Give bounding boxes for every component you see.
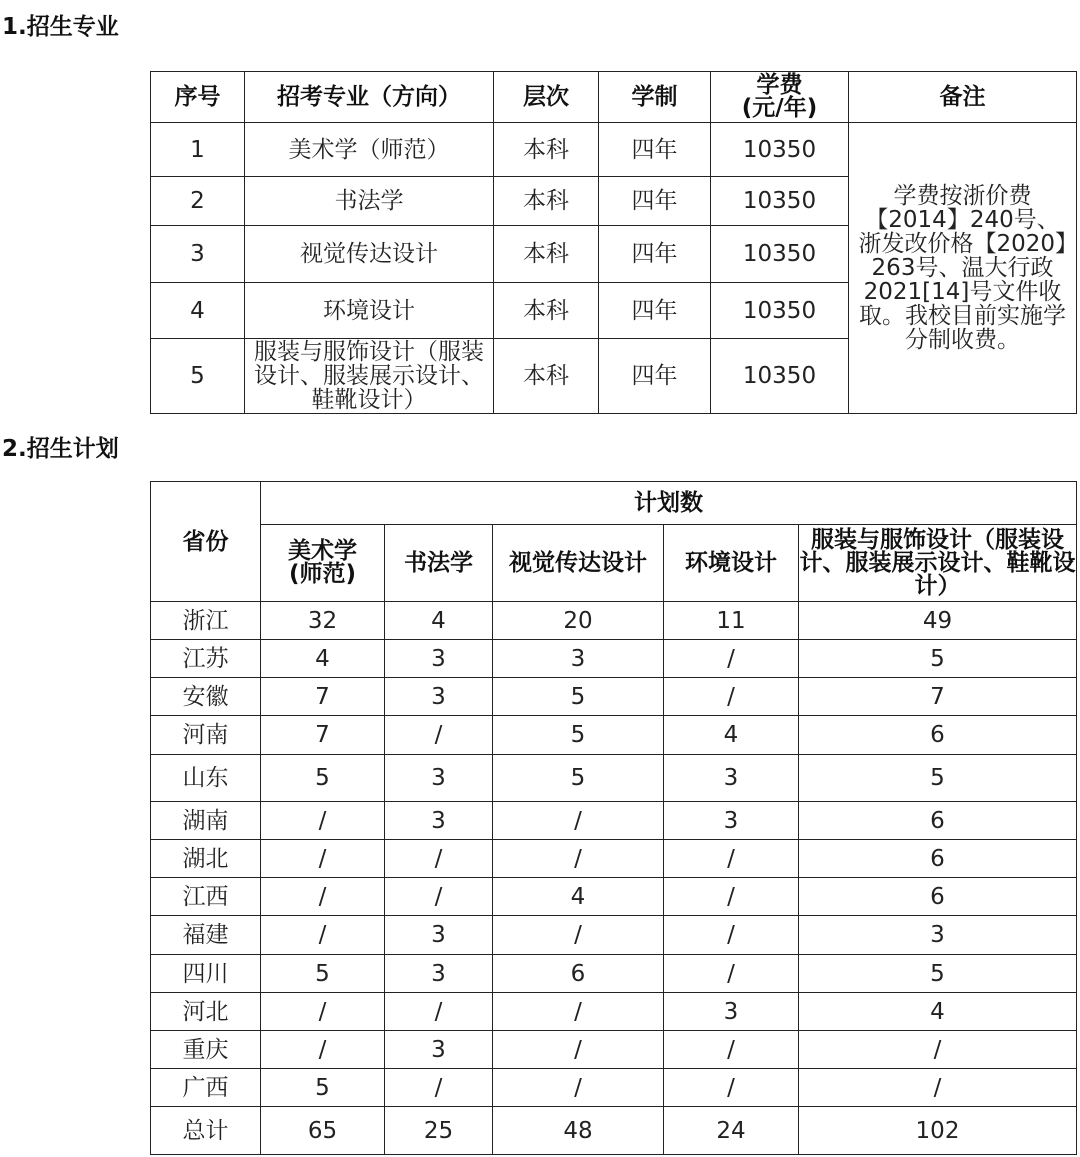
table-row xyxy=(151,1031,1077,1069)
row-index: 3 xyxy=(151,226,245,283)
row-index: 4 xyxy=(151,283,245,339)
table-row xyxy=(151,955,1077,993)
row-major: 服装与服饰设计（服装设计、服装展示设计、鞋靴设计） xyxy=(245,339,494,414)
cell-visual: 5 xyxy=(493,755,664,802)
col-note-header: 备注 xyxy=(849,72,1077,123)
cell-fashion: 7 xyxy=(799,678,1077,716)
cell-province: 山东 xyxy=(151,755,261,802)
table-row xyxy=(151,878,1077,916)
cell-visual: / xyxy=(493,993,664,1031)
art-header-line2: (师范) xyxy=(288,561,357,587)
table-row xyxy=(151,755,1077,802)
row-index: 2 xyxy=(151,177,245,226)
row-fee: 10350 xyxy=(711,226,849,283)
row-level: 本科 xyxy=(494,339,599,414)
cell-calligraphy: / xyxy=(385,878,493,916)
cell-environment: 4 xyxy=(664,716,799,755)
col-visual-header: 视觉传达设计 xyxy=(493,525,664,602)
cell-art: / xyxy=(261,916,385,955)
row-major: 环境设计 xyxy=(245,283,494,339)
cell-fashion: 6 xyxy=(799,802,1077,840)
cell-calligraphy: / xyxy=(385,993,493,1031)
cell-calligraphy: 3 xyxy=(385,678,493,716)
col-fashion-header: 服装与服饰设计（服装设计、服装展示设计、鞋靴设计） xyxy=(799,525,1077,602)
plan-body xyxy=(151,602,1077,1155)
cell-visual: / xyxy=(493,802,664,840)
cell-calligraphy: 3 xyxy=(385,1031,493,1069)
fee-note: 学费按浙价费【2014】240号、浙发改价格【2020】263号、温大行政2021[14]号文件收取。我校目前实施学分制收费。 xyxy=(849,123,1077,414)
cell-visual: / xyxy=(493,840,664,878)
cell-fashion: / xyxy=(799,1069,1077,1107)
row-fee: 10350 xyxy=(711,283,849,339)
table-row xyxy=(151,802,1077,840)
fee-header-line2: (元/年) xyxy=(741,95,818,121)
cell-province: 四川 xyxy=(151,955,261,993)
cell-province: 安徽 xyxy=(151,678,261,716)
majors-table xyxy=(150,71,1077,414)
cell-province: 湖北 xyxy=(151,840,261,878)
cell-fashion: 6 xyxy=(799,716,1077,755)
cell-visual: 4 xyxy=(493,878,664,916)
cell-environment: 3 xyxy=(664,993,799,1031)
row-fee: 10350 xyxy=(711,123,849,177)
cell-fashion: 102 xyxy=(799,1107,1077,1155)
cell-visual: 20 xyxy=(493,602,664,640)
plan-header-row xyxy=(151,482,1077,525)
cell-fashion: 5 xyxy=(799,640,1077,678)
cell-environment: / xyxy=(664,955,799,993)
cell-calligraphy: 3 xyxy=(385,916,493,955)
row-duration: 四年 xyxy=(599,283,711,339)
cell-art: / xyxy=(261,840,385,878)
cell-province: 河北 xyxy=(151,993,261,1031)
cell-calligraphy: / xyxy=(385,1069,493,1107)
plan-subheader-row xyxy=(151,525,1077,602)
plan-count-header: 计划数 xyxy=(261,482,1077,525)
cell-calligraphy: 25 xyxy=(385,1107,493,1155)
cell-fashion: 4 xyxy=(799,993,1077,1031)
cell-calligraphy: 3 xyxy=(385,640,493,678)
col-level-header: 层次 xyxy=(494,72,599,123)
cell-visual: 5 xyxy=(493,678,664,716)
cell-visual: 48 xyxy=(493,1107,664,1155)
cell-visual: 5 xyxy=(493,716,664,755)
cell-province: 重庆 xyxy=(151,1031,261,1069)
row-duration: 四年 xyxy=(599,226,711,283)
cell-province: 总计 xyxy=(151,1107,261,1155)
cell-calligraphy: 4 xyxy=(385,602,493,640)
art-header-line1: 美术学 xyxy=(288,538,357,564)
col-duration-header: 学制 xyxy=(599,72,711,123)
cell-environment: / xyxy=(664,678,799,716)
row-level: 本科 xyxy=(494,226,599,283)
cell-province: 河南 xyxy=(151,716,261,755)
cell-province: 江西 xyxy=(151,878,261,916)
cell-art: 5 xyxy=(261,955,385,993)
cell-environment: 3 xyxy=(664,755,799,802)
enrollment-plan-table xyxy=(150,481,1077,1155)
row-index: 5 xyxy=(151,339,245,414)
cell-fashion: 6 xyxy=(799,840,1077,878)
cell-fashion: 6 xyxy=(799,878,1077,916)
cell-art: 7 xyxy=(261,716,385,755)
cell-province: 浙江 xyxy=(151,602,261,640)
row-level: 本科 xyxy=(494,177,599,226)
row-level: 本科 xyxy=(494,283,599,339)
section1-heading: 1.招生专业 xyxy=(2,14,119,40)
cell-province: 福建 xyxy=(151,916,261,955)
cell-environment: / xyxy=(664,640,799,678)
section2-heading: 2.招生计划 xyxy=(2,436,119,462)
row-index: 1 xyxy=(151,123,245,177)
cell-calligraphy: 3 xyxy=(385,802,493,840)
table-row xyxy=(151,840,1077,878)
cell-art: 5 xyxy=(261,1069,385,1107)
cell-calligraphy: / xyxy=(385,840,493,878)
row-fee: 10350 xyxy=(711,339,849,414)
cell-art: 32 xyxy=(261,602,385,640)
cell-environment: / xyxy=(664,916,799,955)
cell-province: 广西 xyxy=(151,1069,261,1107)
cell-art: 4 xyxy=(261,640,385,678)
row-duration: 四年 xyxy=(599,177,711,226)
table-row xyxy=(151,678,1077,716)
row-duration: 四年 xyxy=(599,123,711,177)
cell-art: 65 xyxy=(261,1107,385,1155)
cell-visual: / xyxy=(493,1069,664,1107)
table-row xyxy=(151,640,1077,678)
cell-environment: 24 xyxy=(664,1107,799,1155)
col-province-header: 省份 xyxy=(151,482,261,602)
row-duration: 四年 xyxy=(599,339,711,414)
table-row xyxy=(151,993,1077,1031)
col-fee-header xyxy=(711,72,849,123)
cell-environment: / xyxy=(664,1069,799,1107)
table-row xyxy=(151,916,1077,955)
cell-calligraphy: / xyxy=(385,716,493,755)
row-major: 视觉传达设计 xyxy=(245,226,494,283)
cell-province: 江苏 xyxy=(151,640,261,678)
cell-art: 7 xyxy=(261,678,385,716)
cell-visual: / xyxy=(493,916,664,955)
col-index-header: 序号 xyxy=(151,72,245,123)
col-environment-header: 环境设计 xyxy=(664,525,799,602)
table-row xyxy=(151,1069,1077,1107)
cell-environment: / xyxy=(664,878,799,916)
col-calligraphy-header: 书法学 xyxy=(385,525,493,602)
row-major: 书法学 xyxy=(245,177,494,226)
col-major-header: 招考专业（方向） xyxy=(245,72,494,123)
majors-header-row xyxy=(151,72,1077,123)
cell-province: 湖南 xyxy=(151,802,261,840)
cell-fashion: 3 xyxy=(799,916,1077,955)
cell-calligraphy: 3 xyxy=(385,955,493,993)
table-row xyxy=(151,123,1077,177)
cell-fashion: 49 xyxy=(799,602,1077,640)
cell-environment: / xyxy=(664,1031,799,1069)
cell-art: / xyxy=(261,878,385,916)
table-row xyxy=(151,716,1077,755)
cell-art: / xyxy=(261,1031,385,1069)
col-art-header xyxy=(261,525,385,602)
cell-visual: / xyxy=(493,1031,664,1069)
cell-fashion: 5 xyxy=(799,955,1077,993)
cell-environment: / xyxy=(664,840,799,878)
row-fee: 10350 xyxy=(711,177,849,226)
cell-environment: 3 xyxy=(664,802,799,840)
fee-header-line1: 学费 xyxy=(756,72,803,98)
row-level: 本科 xyxy=(494,123,599,177)
cell-visual: 3 xyxy=(493,640,664,678)
cell-fashion: / xyxy=(799,1031,1077,1069)
table-row xyxy=(151,1107,1077,1155)
cell-environment: 11 xyxy=(664,602,799,640)
row-major: 美术学（师范） xyxy=(245,123,494,177)
cell-art: / xyxy=(261,993,385,1031)
cell-calligraphy: 3 xyxy=(385,755,493,802)
cell-fashion: 5 xyxy=(799,755,1077,802)
cell-visual: 6 xyxy=(493,955,664,993)
cell-art: 5 xyxy=(261,755,385,802)
cell-art: / xyxy=(261,802,385,840)
table-row xyxy=(151,602,1077,640)
